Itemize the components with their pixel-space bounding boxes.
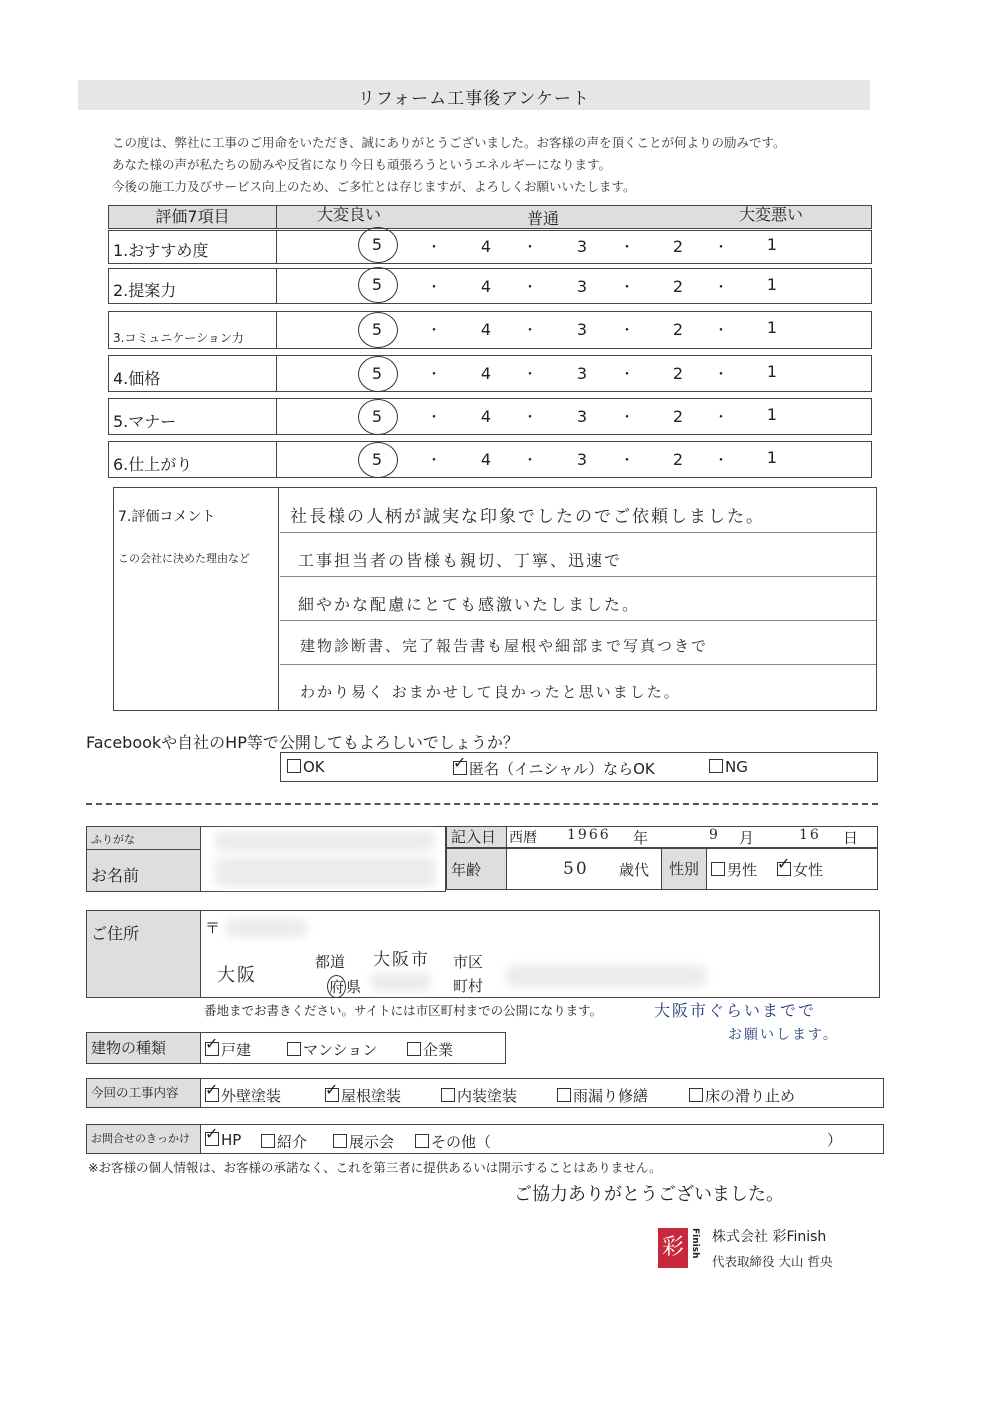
rating-option-2[interactable]: 2: [672, 450, 684, 469]
age-unit: 歳代: [619, 861, 650, 879]
comment-box: [113, 487, 877, 711]
work-option-exterior[interactable]: ✓ 外壁塗装: [205, 1085, 281, 1106]
rating-row-label: 4.価格: [109, 356, 277, 391]
inquiry-label: お問合せのきっかけ: [87, 1125, 201, 1153]
rating-separator: ・: [620, 367, 634, 383]
rating-option-3[interactable]: 3: [576, 277, 588, 296]
rating-row-label: 6.仕上がり: [109, 442, 277, 477]
inquiry-box: [86, 1124, 884, 1154]
postal-mark: 〒: [205, 919, 221, 937]
date-year[interactable]: 1966: [567, 827, 611, 843]
rating-separator: ・: [427, 410, 441, 426]
rating-row-1: [108, 230, 872, 264]
address-prefecture[interactable]: 大阪: [217, 965, 257, 986]
comment-label-cell: [114, 488, 279, 710]
rating-separator: ・: [523, 240, 537, 256]
rating-separator: ・: [427, 323, 441, 339]
rating-option-5[interactable]: 5: [371, 235, 383, 254]
gender-label: 性別: [661, 849, 707, 889]
work-label: 今回の工事内容: [87, 1079, 201, 1107]
redacted-ward: [371, 973, 431, 991]
address-city[interactable]: 大阪市: [373, 950, 430, 970]
rating-option-4[interactable]: 4: [480, 450, 492, 469]
address-handwritten-note: お願いします。: [728, 1027, 839, 1043]
rating-separator: ・: [714, 367, 728, 383]
rating-separator: ・: [427, 453, 441, 469]
gender-option-female[interactable]: ✓ 女性: [777, 859, 823, 880]
rating-option-5[interactable]: 5: [371, 275, 383, 294]
inquiry-option-exhibition[interactable]: 展示会: [333, 1131, 394, 1152]
rating-option-1[interactable]: 1: [766, 235, 778, 254]
rating-separator: ・: [714, 453, 728, 469]
intro-line-3: 今後の施工力及びサービス向上のため、ご多忙とは存じますが、よろしくお願いいたします。: [112, 179, 636, 194]
rating-row-6: [108, 441, 872, 478]
rating-header: [108, 205, 872, 229]
rating-separator: ・: [620, 280, 634, 296]
age-label: 年齢: [447, 849, 507, 889]
rating-row-2: [108, 268, 872, 304]
comment-line: わかり易く おまかせして良かったと思いました。: [300, 683, 681, 701]
date-era: 西暦: [509, 830, 537, 846]
date-month-unit: 月: [739, 829, 755, 847]
checkbox-icon: [557, 1088, 571, 1102]
work-option-interior[interactable]: 内装塗装: [441, 1085, 517, 1106]
checkbox-icon: [709, 759, 723, 773]
rating-separator: ・: [620, 453, 634, 469]
comment-divider: [280, 532, 876, 533]
page-title: リフォーム工事後アンケート: [357, 89, 591, 109]
company-logo-side: Finish: [690, 1228, 700, 1259]
rating-option-4[interactable]: 4: [480, 237, 492, 256]
rating-separator: ・: [523, 367, 537, 383]
rating-option-3[interactable]: 3: [576, 320, 588, 339]
rating-option-1[interactable]: 1: [766, 405, 778, 424]
rating-separator: ・: [427, 280, 441, 296]
publish-question: Facebookや自社のHP等で公開してもよろしいでしょうか？: [86, 733, 519, 752]
rating-option-2[interactable]: 2: [672, 320, 684, 339]
publish-option-ng[interactable]: NG: [709, 758, 748, 776]
publish-option-anonymous[interactable]: ✓ 匿名（イニシャル）ならOK: [453, 758, 655, 779]
inquiry-option-other[interactable]: その他（: [415, 1131, 491, 1152]
building-option-mansion[interactable]: マンション: [287, 1039, 377, 1060]
comment-divider: [280, 576, 876, 577]
rating-option-2[interactable]: 2: [672, 277, 684, 296]
date-day[interactable]: 16: [799, 827, 821, 843]
company-logo: 彩: [658, 1228, 688, 1268]
checkbox-icon: [287, 1042, 301, 1056]
checkbox-icon: [441, 1088, 455, 1102]
rating-row-4: [108, 355, 872, 392]
gender-option-male[interactable]: 男性: [711, 859, 757, 880]
rating-row-label: 5.マナー: [109, 399, 277, 434]
building-option-company[interactable]: 企業: [407, 1039, 453, 1060]
name-box: [86, 826, 446, 892]
redacted-name: [215, 857, 435, 887]
work-box: [86, 1078, 884, 1108]
address-fu: 府 県: [327, 975, 361, 998]
rating-separator: ・: [427, 367, 441, 383]
building-option-house[interactable]: ✓ 戸建: [205, 1039, 251, 1060]
comment-divider: [280, 664, 876, 665]
rating-separator: ・: [714, 323, 728, 339]
comment-line: 社長様の人柄が誠実な印象でしたのでご依頼しました。: [290, 507, 765, 527]
rating-separator: ・: [714, 410, 728, 426]
publish-option-ok[interactable]: OK: [287, 758, 325, 776]
age-value[interactable]: 50: [563, 859, 589, 879]
rating-separator: ・: [523, 323, 537, 339]
inquiry-option-referral[interactable]: 紹介: [261, 1131, 307, 1152]
rating-row-3: [108, 311, 872, 349]
rating-separator: ・: [620, 240, 634, 256]
dashed-separator: [86, 803, 878, 805]
rating-option-4[interactable]: 4: [480, 407, 492, 426]
rating-option-2[interactable]: 2: [672, 407, 684, 426]
inquiry-option-hp[interactable]: ✓ HP: [205, 1131, 241, 1149]
rating-separator: ・: [714, 240, 728, 256]
rating-row-label: 2.提案力: [109, 269, 277, 303]
checked-checkbox-icon: [325, 1088, 339, 1102]
address-label: ご住所: [91, 924, 140, 943]
redacted-street: [507, 965, 707, 987]
rating-header-mid: 普通: [527, 209, 560, 228]
rating-option-4[interactable]: 4: [480, 364, 492, 383]
checkbox-icon: [415, 1134, 429, 1148]
rating-option-1[interactable]: 1: [766, 318, 778, 337]
checkbox-icon: [287, 759, 301, 773]
rating-header-high: 大変良い: [317, 205, 382, 224]
date-label: 記入日: [447, 827, 507, 847]
redacted-postal-code: [225, 919, 307, 937]
checkbox-icon: [711, 862, 725, 876]
name-label: お名前: [91, 866, 140, 885]
rating-option-5[interactable]: 5: [371, 407, 383, 426]
checked-checkbox-icon: [453, 761, 467, 775]
work-option-roof[interactable]: ✓ 屋根塗装: [325, 1085, 401, 1106]
date-day-unit: 日: [843, 829, 859, 847]
rating-row-label: 1.おすすめ度: [109, 231, 277, 263]
address-todo: 都道: [315, 953, 346, 971]
work-option-leak[interactable]: 雨漏り修繕: [557, 1085, 648, 1106]
rating-option-3[interactable]: 3: [576, 364, 588, 383]
checkbox-icon: [261, 1134, 275, 1148]
redacted-furigana: [215, 831, 435, 851]
rating-separator: ・: [427, 240, 441, 256]
furigana-label: ふりがな: [91, 833, 135, 846]
building-label: 建物の種類: [87, 1033, 201, 1063]
rating-option-1[interactable]: 1: [766, 448, 778, 467]
address-handwritten-note: 大阪市ぐらいまでで: [654, 1001, 817, 1020]
building-box: [86, 1032, 506, 1064]
rating-separator: ・: [523, 410, 537, 426]
work-option-floor[interactable]: 床の滑り止め: [689, 1085, 795, 1106]
date-month[interactable]: 9: [709, 827, 720, 843]
intro-line-1: この度は、弊社に工事のご用命をいただき、誠にありがとうございました。お客様の声を頂くことが何よりの励みです。: [112, 135, 786, 150]
age-gender-row: [446, 848, 878, 890]
rating-option-5[interactable]: 5: [371, 364, 383, 383]
inquiry-close-paren: ）: [827, 1131, 843, 1149]
rating-option-3[interactable]: 3: [576, 237, 588, 256]
rating-separator: ・: [523, 280, 537, 296]
publish-options: [280, 752, 878, 782]
address-label-cell: [87, 911, 201, 997]
comment-label: 7.評価コメント: [118, 509, 216, 525]
date-row: [446, 826, 878, 848]
date-year-unit: 年: [633, 829, 649, 847]
checked-checkbox-icon: [205, 1132, 219, 1146]
checked-checkbox-icon: [777, 862, 791, 876]
rating-header-low: 大変悪い: [739, 205, 804, 224]
address-shiku: 市区: [453, 953, 484, 971]
privacy-note: ※お客様の個人情報は、お客様の承諾なく、これを第三者に提供あるいは開示することはありません。: [88, 1160, 662, 1175]
rating-option-5[interactable]: 5: [371, 450, 383, 469]
rating-separator: ・: [620, 410, 634, 426]
comment-line: 建物診断書、完了報告書も屋根や細部まで写真つきで: [300, 637, 709, 655]
rating-option-2[interactable]: 2: [672, 364, 684, 383]
thanks-message: ご協力ありがとうございました。: [514, 1184, 784, 1205]
comment-line: 工事担当者の皆様も親切、丁寧、迅速で: [298, 551, 623, 570]
rating-option-3[interactable]: 3: [576, 407, 588, 426]
checkbox-icon: [333, 1134, 347, 1148]
rating-separator: ・: [620, 323, 634, 339]
selected-fu-circle: 府: [327, 975, 346, 998]
name-divider: [87, 849, 201, 850]
rating-separator: ・: [714, 280, 728, 296]
company-name: 株式会社 彩Finish: [712, 1229, 827, 1245]
rating-header-label: 評価7項目: [109, 206, 277, 228]
rating-row-5: [108, 398, 872, 435]
checked-checkbox-icon: [205, 1042, 219, 1056]
intro-line-2: あなた様の声が私たちの励みや反省になり今日も頑張ろうというエネルギーになります。: [112, 157, 612, 172]
address-box: [86, 910, 880, 998]
address-chouson: 町村: [453, 977, 484, 995]
name-label-cell: [87, 827, 201, 891]
rating-option-4[interactable]: 4: [480, 277, 492, 296]
rating-option-2[interactable]: 2: [672, 237, 684, 256]
rating-separator: ・: [523, 453, 537, 469]
rating-option-1[interactable]: 1: [766, 362, 778, 381]
rating-row-label: 3.コミュニケーション力: [109, 312, 277, 348]
comment-sublabel: この会社に決めた理由など: [118, 552, 250, 565]
checkbox-icon: [689, 1088, 703, 1102]
checkbox-icon: [407, 1042, 421, 1056]
company-representative: 代表取締役 大山 哲央: [712, 1254, 833, 1269]
checked-checkbox-icon: [205, 1088, 219, 1102]
rating-option-5[interactable]: 5: [371, 320, 383, 339]
comment-divider: [280, 620, 876, 621]
rating-option-3[interactable]: 3: [576, 450, 588, 469]
rating-option-1[interactable]: 1: [766, 275, 778, 294]
comment-line: 細やかな配慮にとても感激いたしました。: [298, 595, 641, 614]
address-note: 番地までお書きください。サイトには市区町村までの公開になります。: [204, 1003, 603, 1018]
rating-option-4[interactable]: 4: [480, 320, 492, 339]
